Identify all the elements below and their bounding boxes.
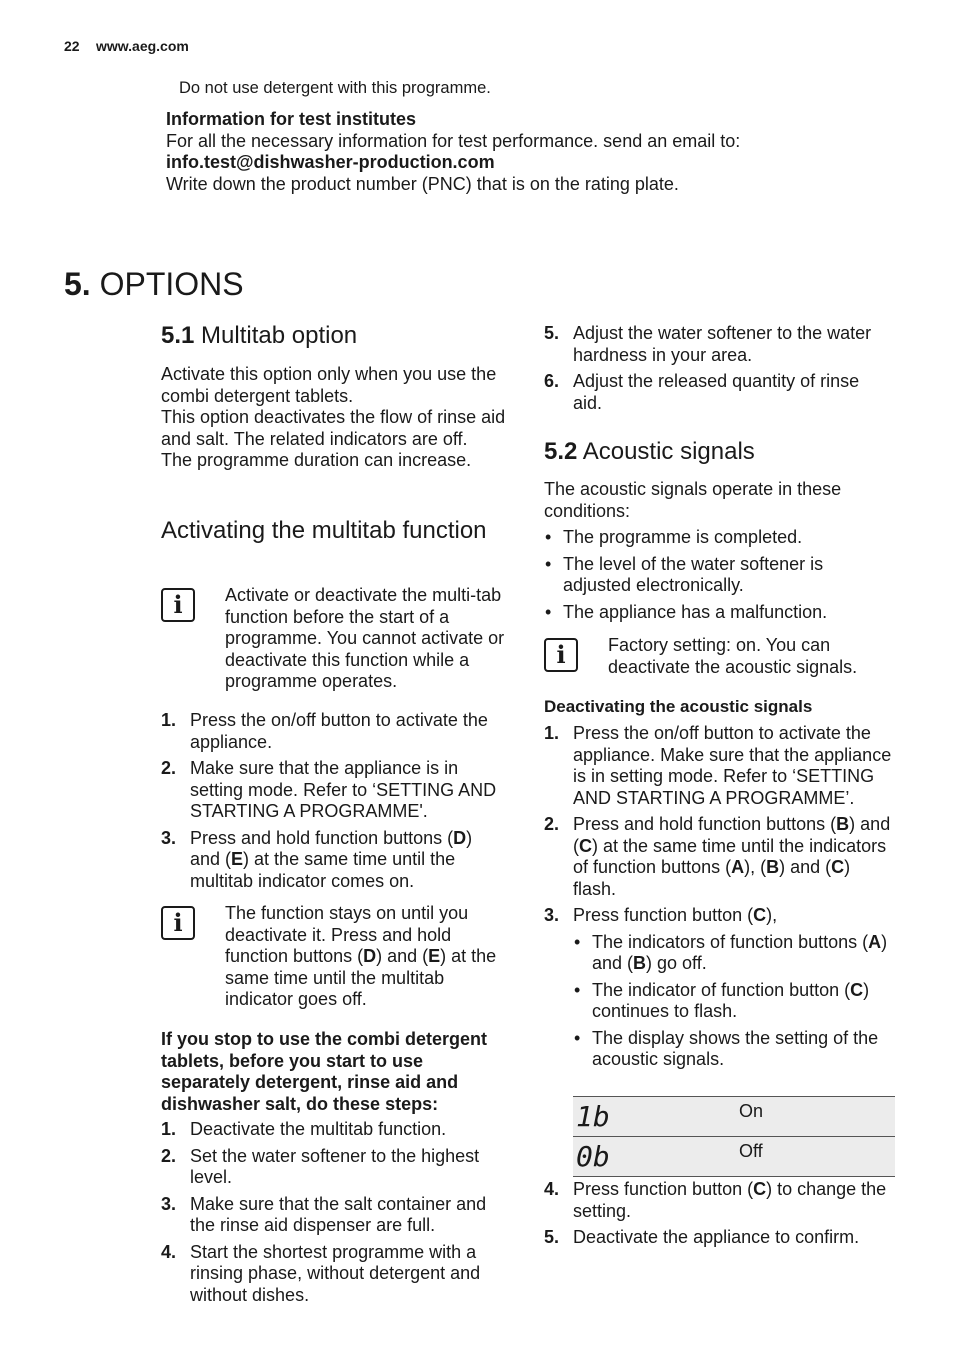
list-item: • The indicators of function buttons (A) and (B) go off. bbox=[573, 932, 896, 975]
section-title: 5. OPTIONS bbox=[64, 266, 244, 302]
info-factory-setting: Factory setting: on. You can deactivate the acoustic signals. bbox=[608, 635, 858, 677]
table-divider bbox=[573, 1176, 895, 1177]
activating-steps bbox=[161, 710, 506, 897]
setting-value-off: Off bbox=[739, 1141, 763, 1161]
list-item: 3. Press function button (C), • The indicators of function buttons (A) and (B) go off. • The indicator of function button (C) continues to flash. • The display shows the setting of the acoustic signals. bbox=[544, 905, 896, 1071]
table-row-on bbox=[573, 1097, 895, 1136]
test-institutes-email: info.test@dishwasher-production.com bbox=[166, 152, 495, 172]
list-item: • The indicator of function button (C) continues to flash. bbox=[573, 980, 896, 1023]
info-icon: i bbox=[161, 588, 195, 622]
list-item: 6. Adjust the released quantity of rinse aid. bbox=[544, 371, 860, 413]
info-multitab-before-start: Activate or deactivate the multi-tab function before the start of a programme. You cannot activate or deactivate this function while a programme operates. bbox=[225, 585, 505, 691]
test-institutes-title: Information for test institutes bbox=[166, 109, 417, 129]
list-item: • The appliance has a malfunction. bbox=[544, 602, 889, 624]
info-function-stays-on: The function stays on until you deactivate it. Press and hold function buttons (D) and (E) at the same time until the multitab indicator goes off. bbox=[225, 903, 497, 1009]
list-item: 4. Start the shortest programme with a rinsing phase, without detergent and without dishes. bbox=[161, 1241, 481, 1305]
multitab-heading: 5.1 Multitab option bbox=[161, 322, 358, 349]
stop-combi-heading: If you stop to use the combi detergent tablets, before you start to use separately detergent, rinse aid and dishwasher salt, do these steps: bbox=[161, 1029, 488, 1114]
list-item: 1. Press the on/off button to activate the appliance. Make sure that the appliance is in setting mode. Refer to ‘SETTING AND STARTING A PROGRAMME’. bbox=[544, 723, 892, 808]
list-item: 5. Deactivate the appliance to confirm. bbox=[544, 1227, 860, 1247]
list-item: • The display shows the setting of the acoustic signals. bbox=[573, 1028, 896, 1071]
seven-segment-display-1b bbox=[576, 1100, 610, 1133]
seven-segment-display-0b bbox=[576, 1140, 610, 1173]
stop-combi-steps bbox=[161, 1119, 511, 1311]
test-institutes-line1: For all the necessary information for test performance. send an email to: bbox=[166, 130, 741, 151]
water-softener-steps bbox=[544, 323, 889, 419]
test-institutes-block bbox=[166, 109, 866, 195]
info-icon: i bbox=[544, 638, 578, 672]
activating-multitab-heading: Activating the multitab function bbox=[161, 517, 487, 544]
setting-value-on: On bbox=[739, 1101, 764, 1121]
svg-text:0b: 0b bbox=[576, 1140, 610, 1173]
acoustic-signals-heading: 5.2 Acoustic signals bbox=[544, 438, 755, 465]
test-institutes-line2: Write down the product number (PNC) that is on the rating plate. bbox=[166, 173, 679, 194]
no-detergent-note: Do not use detergent with this programme. bbox=[179, 79, 491, 97]
list-item: 1. Press the on/off button to activate the appliance. bbox=[161, 710, 488, 752]
deactivating-acoustic-heading: Deactivating the acoustic signals bbox=[544, 697, 813, 716]
list-item: 3. Make sure that the salt container and the rinse aid dispenser are full. bbox=[161, 1193, 487, 1235]
list-item: 2. Make sure that the appliance is in setting mode. Refer to ‘SETTING AND STARTING A PROGRAMME'. bbox=[161, 758, 497, 821]
list-item: 1. Deactivate the multitab function. bbox=[161, 1119, 447, 1139]
acoustic-intro: The acoustic signals operate in these conditions: bbox=[544, 479, 842, 521]
deactivating-steps bbox=[544, 723, 896, 1076]
table-row-off bbox=[573, 1137, 895, 1176]
list-item: • The programme is completed. bbox=[544, 527, 889, 549]
list-item: 2. Press and hold function buttons (B) and (C) at the same time until the indicators of function buttons (A), (B) and (C) flash. bbox=[544, 814, 891, 899]
svg-text:1b: 1b bbox=[576, 1100, 610, 1133]
acoustic-conditions bbox=[544, 527, 889, 628]
deactivating-steps-final bbox=[544, 1179, 896, 1254]
list-item: 3. Press and hold function buttons (D) and (E) at the same time until the multitab indicator comes on. bbox=[161, 827, 473, 891]
display-sub-bullets bbox=[573, 932, 896, 1071]
list-item: • The level of the water softener is adjusted electronically. bbox=[544, 554, 889, 597]
list-item: 2. Set the water softener to the highest level. bbox=[161, 1145, 480, 1187]
page-number: 22 bbox=[64, 38, 80, 54]
list-item: 4. Press function button (C) to change the setting. bbox=[544, 1179, 887, 1221]
website-url: www.aeg.com bbox=[96, 38, 189, 54]
multitab-description: Activate this option only when you use the combi detergent tablets. This option deactivates the flow of rinse aid and salt. The related indicators are off. The programme duration can increase. bbox=[161, 364, 506, 470]
list-item: 5. Adjust the water softener to the water hardness in your area. bbox=[544, 323, 872, 365]
info-icon: i bbox=[161, 906, 195, 940]
